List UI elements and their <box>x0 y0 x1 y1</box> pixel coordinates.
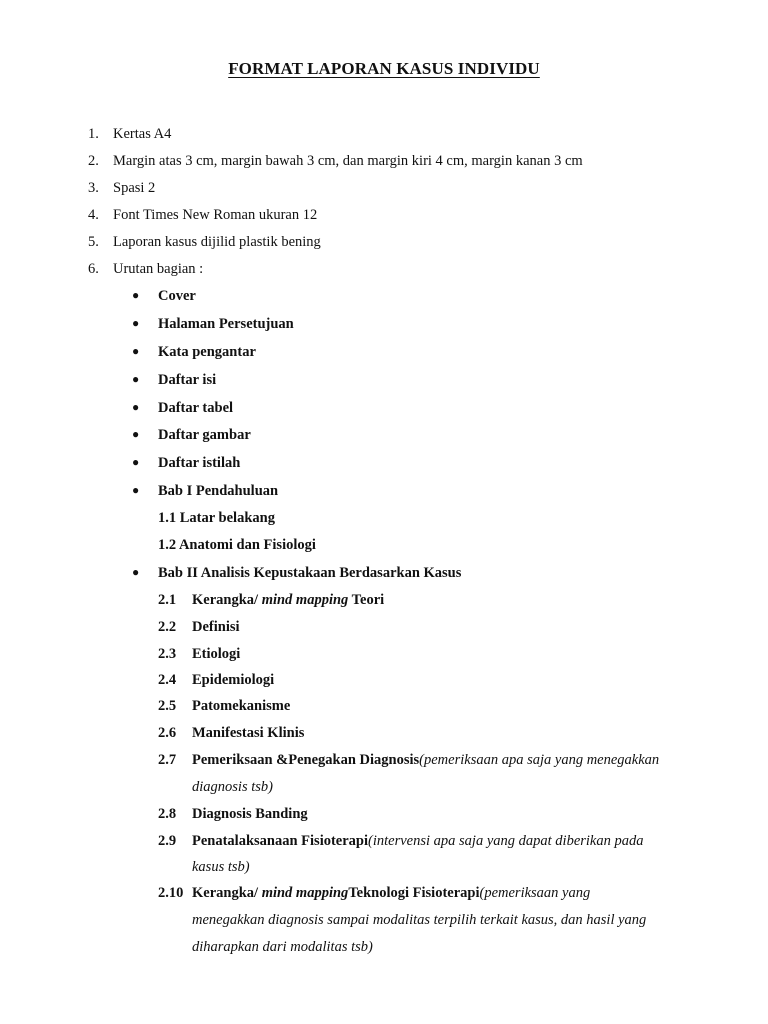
list-item-6 <box>88 261 203 278</box>
sub-item-2-10: 2.10 Kerangka/ mind mappingTeknologi Fisioterapi(pemeriksaan yang <box>158 885 591 901</box>
sub-number: 2.10 <box>158 885 184 901</box>
sub-item-2-9: 2.9 Penatalaksanaan Fisioterapi(intervensi apa saja yang dapat diberikan pada <box>158 833 644 849</box>
list-item-4 <box>88 207 317 224</box>
sub-number: 2.2 <box>158 619 177 635</box>
bullet-item-kata-pengantar <box>132 344 256 361</box>
bullet-icon: ● <box>132 427 140 441</box>
list-item-2 <box>88 153 583 170</box>
item-number: 1. <box>88 126 99 142</box>
sub-item-2-5: 2.5 Patomekanisme <box>158 698 291 714</box>
sub-item-2-3: 2.3 Etiologi <box>158 646 241 662</box>
item-number: 6. <box>88 261 99 277</box>
item-text: Kertas A4 <box>113 126 172 142</box>
bullet-item-bab-2 <box>132 565 461 582</box>
item-number: 5. <box>88 234 99 250</box>
bullet-item-cover <box>132 288 196 305</box>
sub-number: 2.3 <box>158 646 177 662</box>
sub-note-continuation: kasus tsb) <box>192 859 250 875</box>
sub-number: 2.8 <box>158 806 177 822</box>
sub-number: 2.6 <box>158 725 177 741</box>
sub-note-continuation: menegakkan diagnosis sampai modalitas terpilih terkait kasus, dan hasil yang <box>192 912 647 928</box>
sub-note: (pemeriksaan apa saja yang menegakkan <box>419 752 660 768</box>
bullet-icon: ● <box>132 288 140 302</box>
sub-item-2-2: 2.2 Definisi <box>158 619 240 635</box>
bullet-item-daftar-gambar <box>132 427 251 444</box>
sub-number: 2.1 <box>158 592 177 608</box>
sub-number: 2.4 <box>158 672 177 688</box>
sub-item-1-1: 1.1 Latar belakang <box>158 510 275 526</box>
bullet-text: Cover <box>158 288 196 304</box>
sub-item-1-2: 1.2 Anatomi dan Fisiologi <box>158 537 316 553</box>
sub-item-2-7: 2.7 Pemeriksaan &Penegakan Diagnosis(pemeriksaan apa saja yang menegakkan <box>158 752 660 768</box>
sub-item-2-1: 2.1 Kerangka/ mind mapping Teori <box>158 592 385 608</box>
sub-number: 2.9 <box>158 833 177 849</box>
bullet-icon: ● <box>132 565 140 579</box>
bullet-item-daftar-isi <box>132 372 216 389</box>
bullet-item-daftar-istilah <box>132 455 240 472</box>
bullet-icon: ● <box>132 455 140 469</box>
sub-item-2-6: 2.6 Manifestasi Klinis <box>158 725 305 741</box>
bullet-icon: ● <box>132 483 140 497</box>
bullet-text: Kata pengantar <box>158 344 256 360</box>
bullet-text: Daftar gambar <box>158 427 251 443</box>
bullet-text: Bab I Pendahuluan <box>158 483 279 499</box>
bullet-text: Bab II Analisis Kepustakaan Berdasarkan Kasus <box>158 565 462 581</box>
list-item-5 <box>88 234 321 251</box>
sub-note-continuation: diagnosis tsb) <box>192 779 273 795</box>
item-text: Urutan bagian : <box>113 261 204 277</box>
bullet-icon: ● <box>132 344 140 358</box>
sub-item-2-8: 2.8 Diagnosis Banding <box>158 806 308 822</box>
page-title: FORMAT LAPORAN KASUS INDIVIDU <box>228 59 540 78</box>
sub-note-continuation: diharapkan dari modalitas tsb) <box>192 939 373 955</box>
sub-number: 2.7 <box>158 752 177 768</box>
bullet-text: Halaman Persetujuan <box>158 316 294 332</box>
bullet-text: Daftar istilah <box>158 455 241 471</box>
item-text: Laporan kasus dijilid plastik bening <box>113 234 321 250</box>
bullet-icon: ● <box>132 316 140 330</box>
list-item-3 <box>88 180 155 197</box>
sub-note: (intervensi apa saja yang dapat diberikan pada <box>368 833 644 849</box>
item-number: 2. <box>88 153 99 169</box>
sub-number: 2.5 <box>158 698 177 714</box>
bullet-item-halaman-persetujuan <box>132 316 294 333</box>
bullet-text: Daftar tabel <box>158 400 234 416</box>
item-text: Margin atas 3 cm, margin bawah 3 cm, dan margin kiri 4 cm, margin kanan 3 cm <box>113 153 583 169</box>
list-item-1 <box>88 126 171 143</box>
bullet-icon: ● <box>132 400 140 414</box>
bullet-text: Daftar isi <box>158 372 217 388</box>
sub-item-2-4: 2.4 Epidemiologi <box>158 672 275 688</box>
bullet-icon: ● <box>132 372 140 386</box>
item-text: Font Times New Roman ukuran 12 <box>113 207 318 223</box>
sub-note: (pemeriksaan yang <box>479 885 591 901</box>
item-number: 4. <box>88 207 99 223</box>
bullet-item-daftar-tabel <box>132 400 233 417</box>
item-number: 3. <box>88 180 99 196</box>
bullet-item-bab-1 <box>132 483 278 500</box>
item-text: Spasi 2 <box>113 180 156 196</box>
